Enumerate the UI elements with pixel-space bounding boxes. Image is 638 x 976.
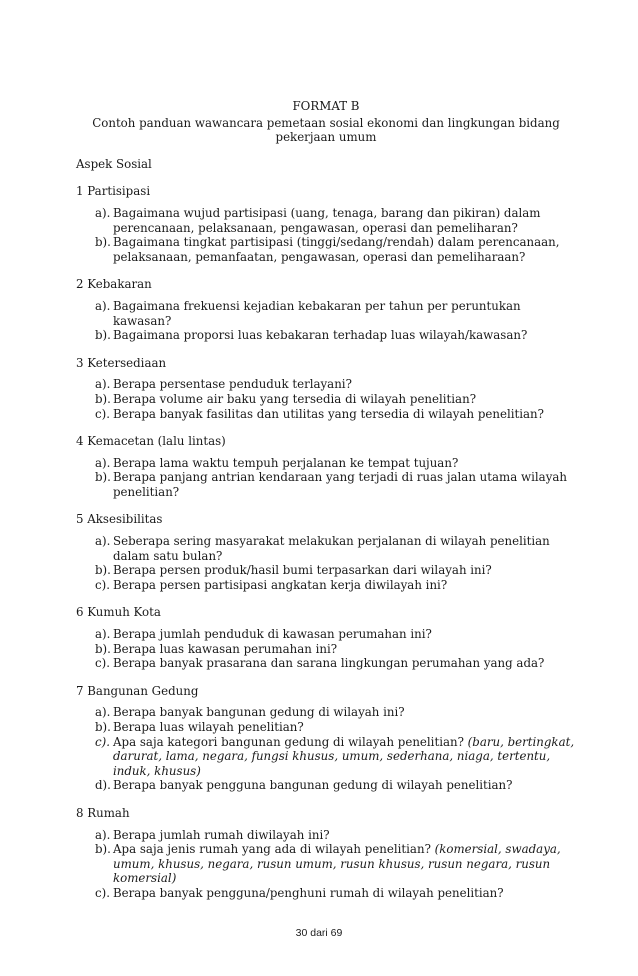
question-text: Berapa panjang antrian kendaraan yang terjadi di ruas jalan utama wilayah penelitian? xyxy=(113,470,567,499)
question-item xyxy=(76,470,580,499)
question-marker: a). xyxy=(95,205,111,220)
question-marker: a). xyxy=(95,534,111,549)
question-item xyxy=(76,407,580,422)
question-marker: c). xyxy=(95,734,110,749)
section-question-list xyxy=(76,627,576,671)
question-item xyxy=(76,563,580,578)
question-text: Berapa persen partisipasi angkatan kerja diwilayah ini? xyxy=(113,577,448,592)
section-heading: 5 Aksesibilitas xyxy=(76,512,163,527)
question-item xyxy=(76,656,580,671)
question-marker: a). xyxy=(95,827,111,842)
question-text: Berapa banyak bangunan gedung di wilayah ini? xyxy=(113,705,405,720)
question-note: (baru, bertingkat, darurat, lama, negara, fungsi khusus, umum, sederhana, niaga, tertentu, induk, khusus) xyxy=(113,734,575,778)
question-item xyxy=(76,735,580,779)
section-heading: 6 Kumuh Kota xyxy=(76,605,161,620)
question-marker: a). xyxy=(95,705,111,720)
question-text: Bagaimana wujud partisipasi (uang, tenaga, barang dan pikiran) dalam perencanaan, pelaksanaan, pengawasan, operasi dan pemeliharan? xyxy=(113,205,541,235)
section-heading: 3 Ketersediaan xyxy=(76,355,167,370)
section-question-list xyxy=(76,828,576,901)
question-text: Apa saja jenis rumah yang ada di wilayah penelitian? xyxy=(113,842,431,857)
question-item xyxy=(76,720,580,735)
question-item xyxy=(76,828,580,843)
document-body xyxy=(76,99,576,901)
question-text: Seberapa sering masyarakat melakukan perjalanan di wilayah penelitian dalam satu bulan? xyxy=(113,534,550,563)
question-text: Berapa banyak pengguna bangunan gedung di wilayah penelitian? xyxy=(113,778,513,793)
question-text: Berapa volume air baku yang tersedia di wilayah penelitian? xyxy=(113,391,477,406)
question-marker: b). xyxy=(95,842,111,857)
question-marker: a). xyxy=(95,455,111,470)
section-question-list xyxy=(76,456,576,500)
question-marker: b). xyxy=(95,563,111,578)
question-text: Bagaimana proporsi luas kebakaran terhadap luas wilayah/kawasan? xyxy=(113,328,528,343)
question-text: Berapa luas kawasan perumahan ini? xyxy=(113,641,338,656)
question-marker: a). xyxy=(95,627,111,642)
section-question-list xyxy=(76,206,576,264)
question-text: Berapa lama waktu tempuh perjalanan ke tempat tujuan? xyxy=(113,455,459,470)
question-item xyxy=(76,642,580,657)
section-heading: 2 Kebakaran xyxy=(76,277,152,292)
question-text: Berapa banyak pengguna/penghuni rumah di wilayah penelitian? xyxy=(113,885,504,900)
section-question-list xyxy=(76,705,576,793)
question-text: Berapa persen produk/hasil bumi terpasarkan dari wilayah ini? xyxy=(113,563,492,578)
section-question-list xyxy=(76,377,576,421)
question-marker: c). xyxy=(95,885,110,900)
document-title: FORMAT B xyxy=(292,99,360,113)
question-item xyxy=(76,778,580,793)
question-text: Berapa banyak prasarana dan sarana lingkungan perumahan yang ada? xyxy=(113,656,545,671)
aspect-heading: Aspek Sosial xyxy=(76,156,152,171)
question-text: Berapa jumlah rumah diwilayah ini? xyxy=(113,827,330,842)
question-marker: b). xyxy=(95,641,111,656)
section-heading: 7 Bangunan Gedung xyxy=(76,683,199,698)
question-text: Berapa luas wilayah penelitian? xyxy=(113,720,304,734)
section-heading: 8 Rumah xyxy=(76,805,130,820)
question-text: Bagaimana tingkat partisipasi (tinggi/sedang/rendah) dalam perencanaan, pelaksanaan, pemanfaatan, pengawasan, operasi dan pemeliharaan? xyxy=(113,235,560,264)
question-note: (komersial, swadaya, umum, khusus, negara, rusun umum, rusun khusus, rusun negara, rusun komersial) xyxy=(113,842,561,886)
page-number: 30 dari 69 xyxy=(295,927,343,939)
question-marker: c). xyxy=(95,656,110,671)
question-item xyxy=(76,299,580,328)
question-item xyxy=(76,235,580,264)
question-item xyxy=(76,328,580,343)
question-marker: d). xyxy=(95,778,111,793)
question-item xyxy=(76,705,580,720)
question-marker: c). xyxy=(95,406,110,421)
question-marker: a). xyxy=(95,298,111,313)
question-text: Berapa jumlah penduduk di kawasan perumahan ini? xyxy=(113,627,432,642)
question-item xyxy=(76,534,580,563)
question-text: Bagaimana frekuensi kejadian kebakaran per tahun per peruntukan kawasan? xyxy=(113,298,521,328)
question-marker: b). xyxy=(95,720,111,734)
question-item xyxy=(76,206,580,235)
question-text: Apa saja kategori bangunan gedung di wilayah penelitian? xyxy=(113,734,464,749)
question-item xyxy=(76,392,580,407)
question-item xyxy=(76,842,580,886)
question-marker: b). xyxy=(95,235,111,250)
question-item xyxy=(76,886,580,901)
section-heading: 4 Kemacetan (lalu lintas) xyxy=(76,434,226,449)
question-marker: b). xyxy=(95,470,111,485)
question-marker: b). xyxy=(95,328,111,343)
question-marker: b). xyxy=(95,391,111,406)
section-heading: 1 Partisipasi xyxy=(76,184,151,199)
question-text: Berapa persentase penduduk terlayani? xyxy=(113,377,352,392)
question-text: Berapa banyak fasilitas dan utilitas yang tersedia di wilayah penelitian? xyxy=(113,406,544,421)
question-marker: c). xyxy=(95,577,110,592)
section-question-list xyxy=(76,534,576,592)
question-item xyxy=(76,377,580,392)
section-question-list xyxy=(76,299,576,343)
question-marker: a). xyxy=(95,377,111,392)
question-item xyxy=(76,456,580,471)
question-item xyxy=(76,578,580,593)
sections-container xyxy=(76,184,576,900)
question-item xyxy=(76,627,580,642)
document-subtitle: Contoh panduan wawancara pemetaan sosial ekonomi dan lingkungan bidang pekerjaan umum xyxy=(92,115,560,145)
